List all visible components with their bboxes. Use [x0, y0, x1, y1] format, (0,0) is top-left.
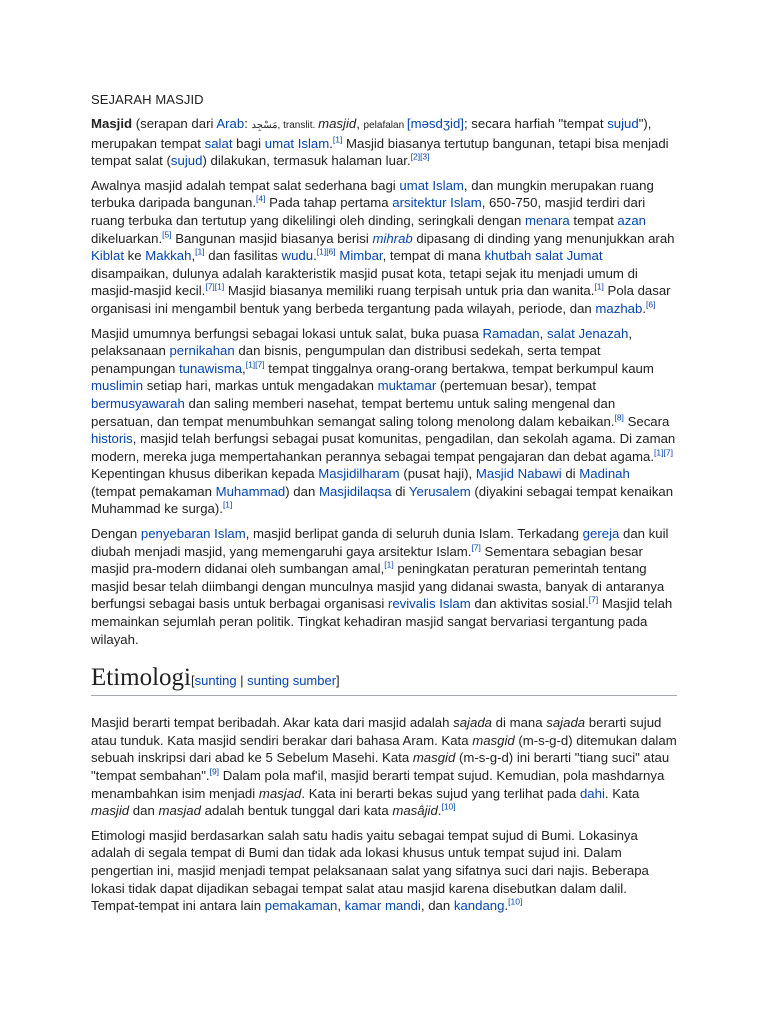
- inline-link[interactable]: pemakaman: [264, 898, 338, 914]
- edit-links: [191, 673, 340, 688]
- inline-link[interactable]: salat: [204, 135, 233, 151]
- citation-link[interactable]: [7][1]: [205, 281, 225, 292]
- text-run: ,: [356, 116, 364, 131]
- paragraph-hadith: [91, 827, 677, 915]
- citation: [246, 359, 265, 369]
- citation-link[interactable]: [1]: [332, 134, 343, 145]
- citation: [333, 134, 342, 144]
- citation: [210, 767, 219, 777]
- citation-link[interactable]: [1]: [594, 281, 604, 292]
- text-run: .: [329, 135, 333, 151]
- citation: [646, 300, 655, 310]
- inline-link[interactable]: mihrab: [372, 230, 413, 246]
- inline-link[interactable]: Mimbar: [339, 248, 383, 264]
- citation-link[interactable]: [1][6]: [316, 246, 336, 257]
- inline-link[interactable]: historis: [91, 431, 133, 447]
- inline-link[interactable]: muktamar: [377, 378, 437, 394]
- inline-link[interactable]: sujud: [607, 116, 639, 131]
- edit-bracket-open: [: [191, 673, 195, 689]
- text-run: (tempat pemakaman: [91, 483, 216, 499]
- citation-link[interactable]: [10]: [508, 896, 523, 907]
- text-run: Kepentingan khusus diberikan kepada: [91, 466, 319, 482]
- text-run: Awalnya masjid adalah tempat salat sederhana bagi: [91, 177, 400, 193]
- inline-link[interactable]: Muhammad: [215, 483, 286, 499]
- text-run: di: [391, 483, 409, 499]
- text-run: ke: [124, 248, 146, 264]
- small-text: ,: [277, 120, 284, 131]
- inline-link[interactable]: sujud: [170, 153, 203, 169]
- citation-link[interactable]: [5]: [162, 229, 172, 240]
- text-run: (m-s-g-d) ini berarti "tiang suci" atau "tempat sembahan".: [91, 750, 670, 783]
- text-run: Masjid biasanya memiliki ruang terpisah untuk pria dan wanita.: [224, 283, 595, 299]
- inline-link[interactable]: khutbah: [484, 248, 532, 264]
- text-run: Sementara sebagian besar masjid pra-modern didanai oleh sumbangan amal,: [91, 543, 643, 577]
- text-run: Masjid berarti tempat beribadah. Akar kata dari masjid adalah: [91, 715, 454, 731]
- text-run: ; secara harfiah "tempat: [463, 116, 608, 131]
- inline-link[interactable]: muslimin: [91, 378, 144, 394]
- italic-term: masgid: [472, 732, 515, 748]
- text-run: .: [642, 300, 646, 316]
- citation-link[interactable]: [1]: [222, 500, 233, 511]
- italic-term: masjad: [258, 785, 302, 801]
- text-run: Pola dasar organisasi ini mengambil bentuk yang berbeda tergantung pada wilayah, periode, dan: [91, 283, 671, 316]
- inline-link[interactable]: revivalis Islam: [387, 596, 471, 612]
- text-run: dan aktivitas sosial.: [470, 596, 589, 612]
- citation-link[interactable]: [6]: [646, 299, 656, 310]
- citation: [162, 229, 171, 239]
- text-run: dan fasilitas: [204, 248, 282, 264]
- citation-link[interactable]: [7]: [588, 595, 599, 606]
- citation: [594, 282, 603, 292]
- text-run: ,: [337, 898, 345, 914]
- text-run: Masjid umumnya berfungsi sebagai lokasi untuk salat, buka puasa: [91, 325, 483, 341]
- inline-link[interactable]: wudu: [281, 248, 314, 264]
- small-text: مَسْجِد: [251, 120, 278, 131]
- text-run: , dan mungkin merupakan ruang terbuka daripada bangunan.: [91, 177, 654, 211]
- text-run: ) dan: [285, 483, 319, 499]
- inline-link[interactable]: mazhab: [595, 300, 643, 316]
- text-run: setiap hari, markas untuk mengadakan: [143, 378, 378, 394]
- citation-link[interactable]: [1]: [195, 246, 205, 257]
- section-heading-text: Etimologi: [91, 664, 191, 692]
- citation: [411, 152, 430, 162]
- citation: [205, 282, 224, 292]
- citation: [441, 802, 455, 812]
- text-run: Etimologi masjid berdasarkan salah satu hadis yaitu sebagai tempat sujud di Bumi. Lokasinya adalah di segala tempat di Bumi dan tidak ada lokasi khusus untuk tempat sujud ini. Dalam pengertian ini, masjid menjadi tempat pelaksanaan salat yang sifatnya suci dari najis. Beberapa lokasi tidak dapat dijadikan sebagai tempat salat atau masjid karena disebutkan dalam dalil. Tempat-tempat ini antara lain: [91, 827, 649, 914]
- citation-link[interactable]: [7]: [471, 542, 481, 553]
- text-run: :: [244, 116, 252, 131]
- inline-link[interactable]: umat Islam: [264, 135, 330, 151]
- text-run: , dan: [420, 898, 454, 914]
- citation-link[interactable]: [4]: [255, 193, 266, 204]
- paragraph-functions: [91, 325, 677, 519]
- small-text: pelafalan: [363, 120, 407, 131]
- italic-term: sajada: [546, 715, 586, 731]
- text-run: dan kuil diubah menjadi masjid, yang memengaruhi gaya arsitektur Islam.: [91, 526, 669, 559]
- text-run: dan bisnis, pengumpulan dan distribusi sedekah, serta tempat penampungan: [91, 343, 601, 376]
- text-run: ,: [539, 325, 547, 341]
- inline-link[interactable]: kandang: [453, 898, 505, 914]
- text-run: "), merupakan tempat: [91, 116, 652, 151]
- citation: [471, 542, 480, 552]
- text-run: (pertemuan besar), tempat: [436, 378, 597, 394]
- italic-term: masjad: [158, 803, 201, 819]
- italic-term: masâjid: [392, 803, 438, 819]
- text-run: bagi: [232, 135, 265, 151]
- text-run: (diyakini sebagai tempat kenaikan Muhammad ke surga).: [91, 483, 674, 517]
- inline-link[interactable]: pernikahan: [169, 343, 235, 359]
- citation: [614, 412, 623, 422]
- text-run: Pada tahap pertama: [265, 195, 393, 211]
- inline-link[interactable]: Kiblat: [91, 248, 124, 264]
- citation-link[interactable]: [1][7]: [245, 359, 265, 370]
- inline-link[interactable]: Yerusalem: [408, 483, 471, 499]
- citation: [589, 595, 598, 605]
- inline-link[interactable]: bermusyawarah: [91, 395, 185, 411]
- citation: [223, 500, 232, 510]
- text-run: dipasang di dinding yang menunjukkan arah: [412, 230, 675, 246]
- document-title: SEJARAH MASJID: [91, 92, 204, 107]
- paragraph-early-history: [91, 177, 677, 318]
- inline-link[interactable]: Arab: [216, 116, 245, 131]
- text-run: tempat: [569, 212, 618, 228]
- text-run: dikeluarkan.: [91, 230, 163, 246]
- citation-link[interactable]: [1]: [384, 559, 394, 570]
- inline-link[interactable]: Masjidilharam: [318, 466, 400, 482]
- text-run: adalah bentuk tunggal dari kata: [200, 803, 393, 819]
- citation-link[interactable]: [2][3]: [410, 151, 430, 162]
- citation: [384, 560, 393, 570]
- inline-link[interactable]: dahi: [579, 785, 605, 801]
- inline-link[interactable]: tunawisma: [179, 360, 243, 376]
- text-run: peningkatan peraturan pemerintah tentang masjid besar telah diimbangi dengan munculnya masjid yang didanai swasta, banyak di antaranya berfungsi sebagai basis untuk berbagai organisasi: [91, 561, 665, 612]
- text-run: ,: [242, 360, 246, 376]
- inline-link[interactable]: umat Islam: [399, 177, 464, 193]
- citation: [508, 897, 522, 907]
- paragraph-spread: [91, 525, 677, 648]
- text-run: Bangunan masjid biasanya berisi: [171, 230, 373, 246]
- text-run: Masjid telah memainkan sejumlah peran politik. Tingkat kehadiran masjid sangat bervariasi tergantung pada wilayah.: [91, 596, 673, 647]
- inline-link[interactable]: kamar mandi: [344, 898, 421, 914]
- text-run: ,: [191, 248, 196, 264]
- text-run: , 650-750, masjid terdiri dari ruang terbuka dan tertutup yang dikelilingi oleh dinding, seringkali dengan: [91, 195, 646, 228]
- text-run: dan saling memberi nasehat, tempat bertemu untuk saling mengenal dan persatuan, dan tempat menumbuhkan semangat saling tolong menolong dalam kebaikan.: [91, 395, 616, 429]
- paragraph-etymology: [91, 714, 677, 820]
- text-run: , masjid berlipat ganda di seluruh dunia Islam. Terkadang: [245, 526, 583, 542]
- text-run: dan: [129, 803, 159, 819]
- edit-link[interactable]: sunting: [194, 673, 237, 689]
- text-run: (m-s-g-d) ditemukan dalam sebuah inskripsi dari abad ke 5 Sebelum Masehi. Kata: [91, 732, 677, 766]
- text-run: , masjid telah berfungsi sebagai pusat komunitas, pengadilan, dan sekolah agama. Di zaman modern, mereka juga mempertahankan perannya sebagai tempat pengajaran dan debat agama.: [91, 431, 676, 464]
- text-run: (serapan dari: [132, 116, 217, 131]
- text-run: di: [561, 466, 580, 482]
- inline-link[interactable]: salat Jenazah: [546, 325, 629, 341]
- text-run: tempat tinggalnya orang-orang bertakwa, tempat berkumpul kaum: [264, 360, 654, 376]
- inline-link[interactable]: penyebaran Islam: [140, 526, 246, 542]
- text-run: Dalam pola maf'il, masjid berarti tempat sujud. Kemudian, pola mashdarnya menambahkan isim menjadi: [91, 768, 665, 801]
- text-run: .: [437, 803, 442, 819]
- text-run: Masjid biasanya tertutup bangunan, tetapi bisa menjadi tempat salat (: [91, 135, 669, 169]
- article: [91, 92, 677, 922]
- citation-link[interactable]: [10]: [441, 801, 456, 812]
- citation-link[interactable]: [9]: [209, 766, 220, 777]
- inline-link[interactable]: salat Jumat: [535, 248, 603, 264]
- italic-term: masjid: [318, 116, 357, 131]
- inline-link[interactable]: Makkah: [145, 248, 192, 264]
- text-run: Secara: [623, 413, 670, 429]
- italic-term: masgid: [412, 750, 456, 766]
- bold-term: Masjid: [91, 116, 133, 131]
- inline-link[interactable]: Ramadan: [482, 325, 540, 341]
- inline-link[interactable]: [məsdʒid]: [406, 116, 464, 131]
- inline-link[interactable]: gereja: [582, 526, 620, 542]
- text-run: Dengan: [91, 526, 141, 542]
- text-run: , tempat di mana: [382, 248, 485, 264]
- paragraph-intro: [91, 115, 677, 170]
- inline-link[interactable]: arsitektur Islam: [392, 195, 482, 211]
- inline-link[interactable]: Masjidilaqsa: [318, 483, 392, 499]
- text-run: , pelaksanaan: [91, 325, 633, 359]
- text-run: .: [504, 898, 509, 914]
- text-run: . Kata: [604, 785, 640, 801]
- text-run: berarti sujud atau tunduk. Kata masjid sendiri berakar dari bahasa Aram. Kata: [91, 715, 662, 748]
- citation: [317, 247, 336, 257]
- text-run: di mana: [492, 715, 547, 731]
- italic-term: sajada: [453, 715, 492, 731]
- inline-link[interactable]: menara: [525, 212, 570, 228]
- citation: [195, 247, 204, 257]
- citation-link[interactable]: [8]: [614, 412, 624, 423]
- text-run: .: [313, 248, 317, 264]
- inline-link[interactable]: Madinah: [579, 466, 630, 482]
- citation-link[interactable]: [1][7]: [654, 447, 673, 458]
- edit-bracket-close: ]: [336, 673, 340, 689]
- inline-link[interactable]: Masjid Nabawi: [475, 466, 562, 482]
- text-run: (pusat haji),: [399, 466, 476, 482]
- inline-link[interactable]: azan: [617, 212, 647, 228]
- small-text: translit.: [283, 120, 319, 131]
- text-run: . Kata ini berarti bekas sujud yang terlihat pada: [301, 785, 580, 801]
- text-run: ) dilakukan, termasuk halaman luar.: [202, 153, 411, 169]
- text-run: disampaikan, dulunya adalah karakteristik masjid pusat kota, tetapi sejak itu menjadi umum di masjid-masjid kecil.: [91, 265, 638, 299]
- edit-separator: |: [236, 673, 248, 689]
- citation: [654, 447, 673, 457]
- italic-term: masjid: [91, 803, 130, 819]
- edit-source-link[interactable]: sunting sumber: [247, 673, 337, 689]
- section-heading-etimologi: [91, 664, 677, 696]
